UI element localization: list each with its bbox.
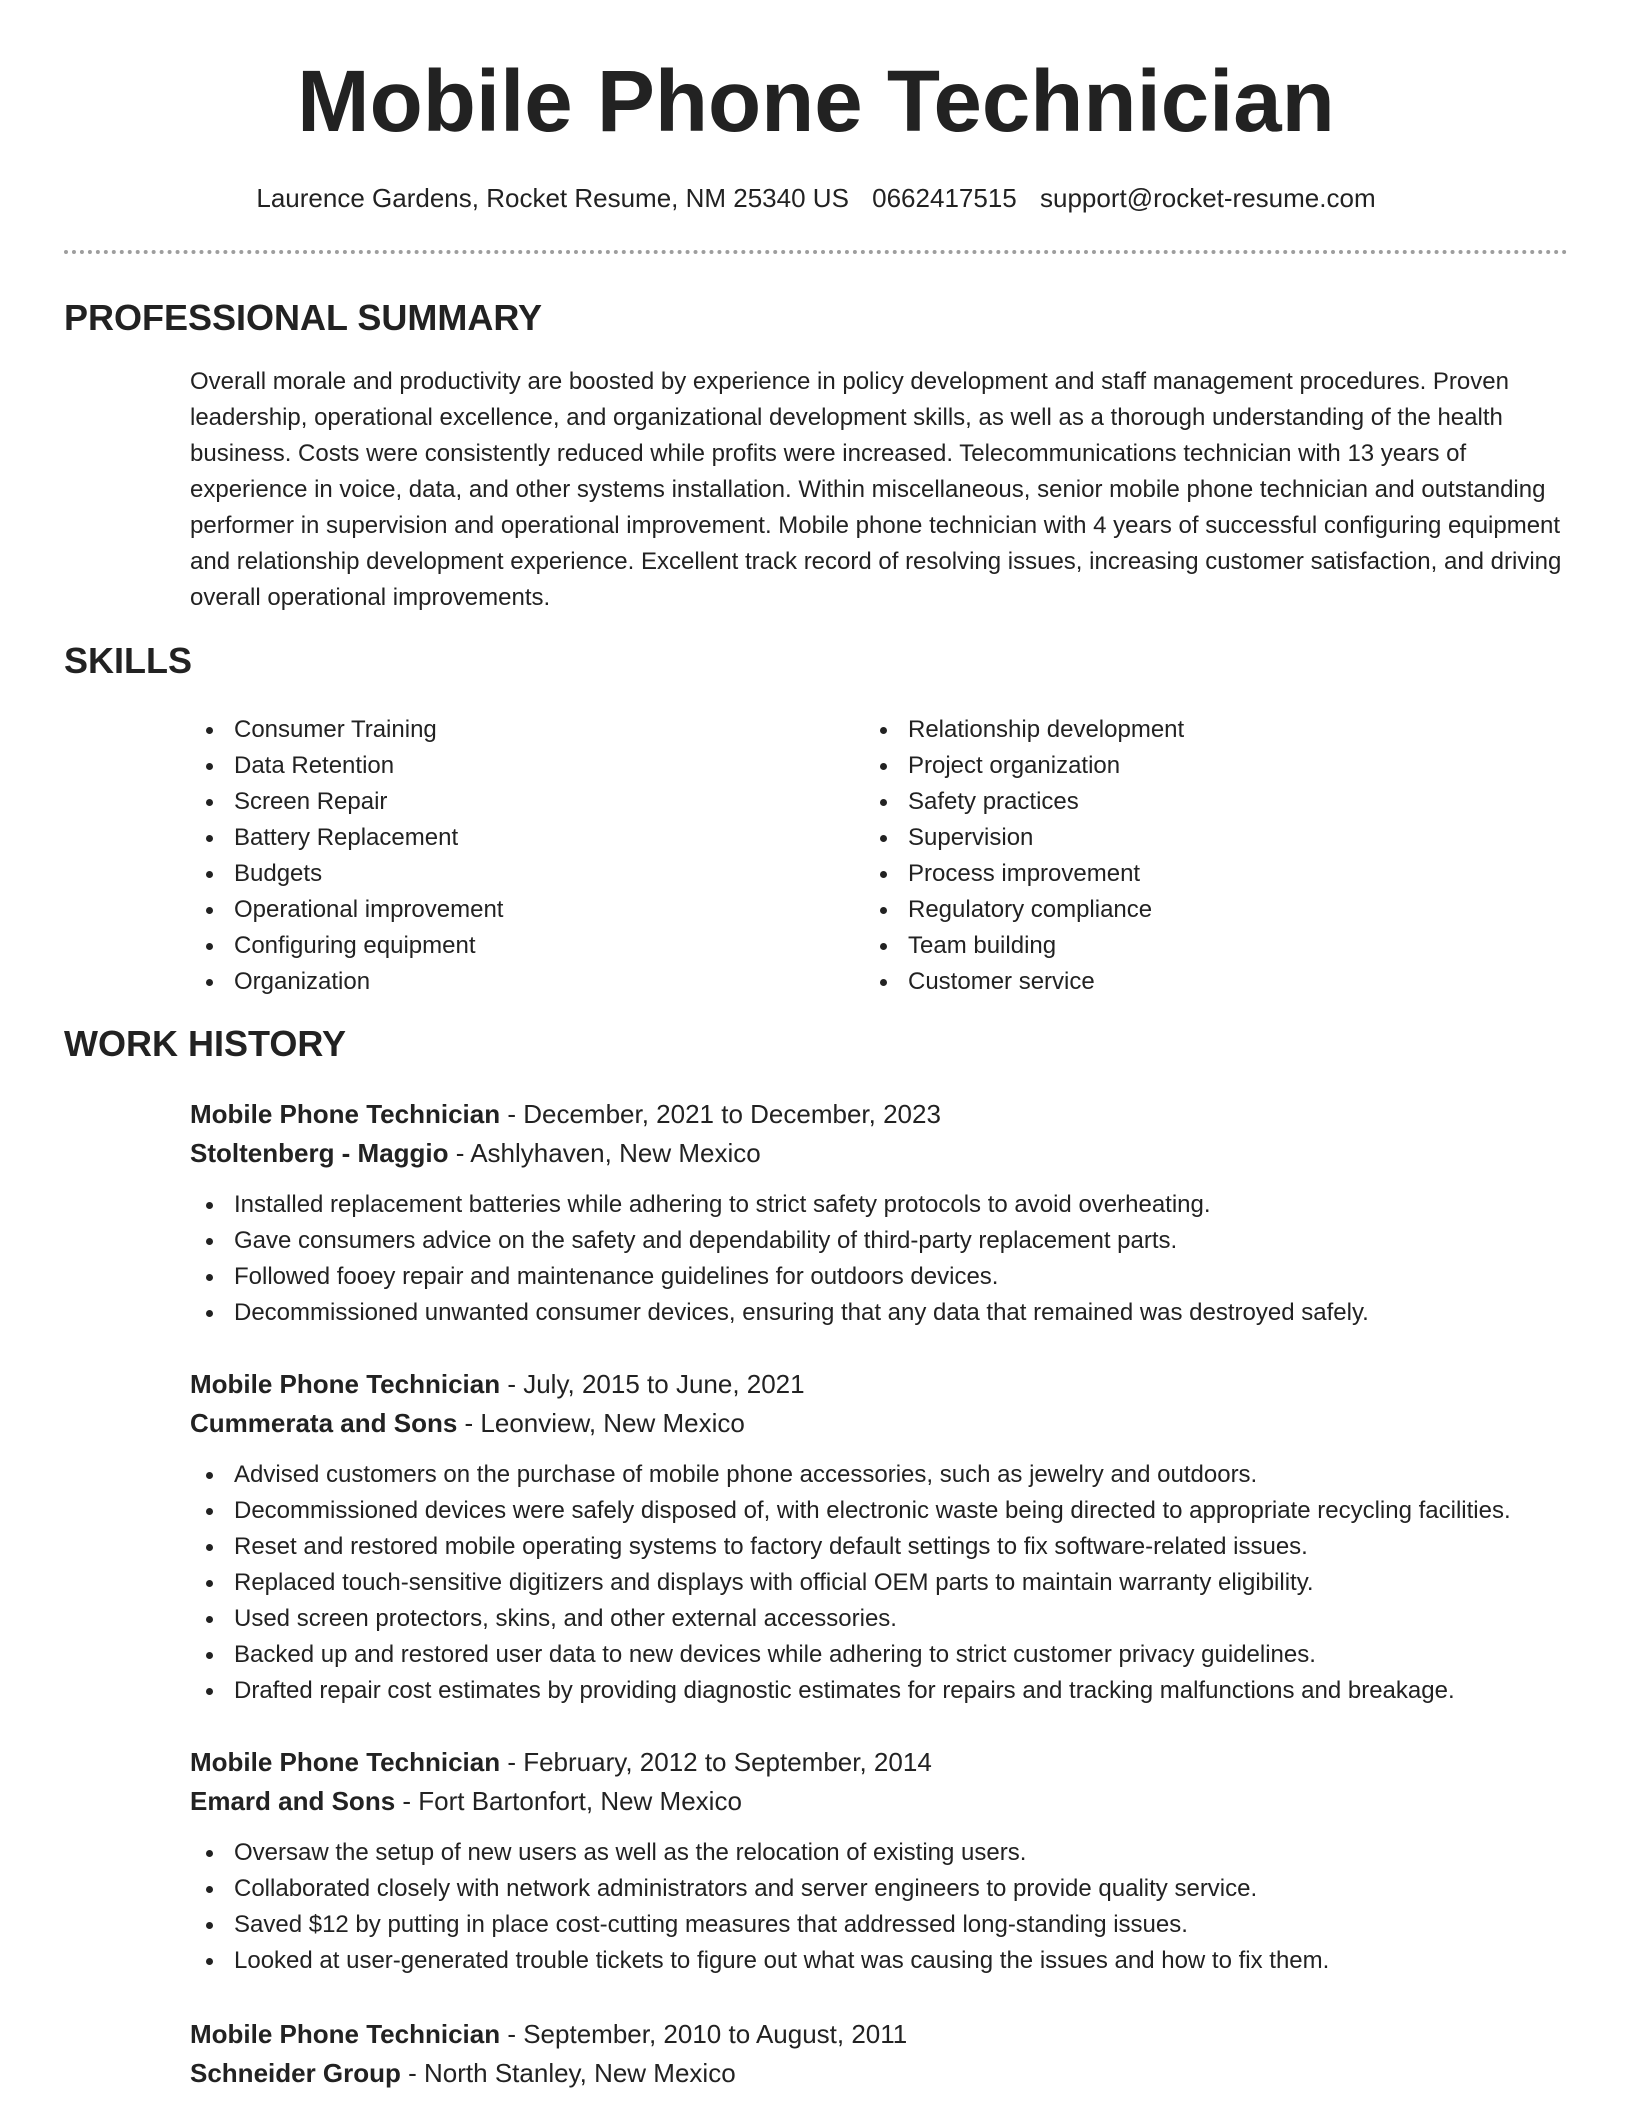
job-company-line (190, 2054, 1590, 2093)
summary-text: Overall morale and productivity are boosted by experience in policy development and staff management procedures. Proven leadership, operational excellence, and organizational development skills, as well as a thorough understanding of the health business. Costs were consistently reduced while profits were increased. Telecommunications technician with 13 years of experience in voice, data, and other systems installation. Within miscellaneous, senior mobile phone technician and outstanding performer in supervision and operational improvement. Mobile phone technician with 4 years of successful configuring equipment and relationship development experience. Excellent track record of resolving issues, increasing customer satisfaction, and driving overall operational improvements. (190, 368, 1562, 611)
job-duty: Drafted repair cost estimates by providing diagnostic estimates for repairs and tracking malfunctions and breakage. (190, 1673, 1590, 1709)
job-title: Mobile Phone Technician (190, 1369, 501, 1399)
contact-address: Laurence Gardens, Rocket Resume, NM 25340 US (256, 183, 849, 213)
work-history-heading: WORK HISTORY (64, 1023, 347, 1064)
job-duty: Backed up and restored user data to new devices while adhering to strict customer privacy guidelines. (190, 1637, 1590, 1673)
job-title: Mobile Phone Technician (190, 1747, 501, 1777)
contact-email[interactable]: support@rocket-resume.com (1039, 183, 1376, 213)
skill-item: Relationship development (864, 712, 1484, 748)
summary-heading: PROFESSIONAL SUMMARY (64, 297, 543, 338)
skill-item: Data Retention (190, 748, 810, 784)
job-title-line (190, 2015, 1590, 2054)
skill-item: Process improvement (864, 856, 1484, 892)
job-duty: Collaborated closely with network administrators and server engineers to provide quality service. (190, 1871, 1590, 1907)
job-dates: - February, 2012 to September, 2014 (500, 1747, 932, 1777)
job-duty: Gave consumers advice on the safety and dependability of third-party replacement parts. (190, 1223, 1590, 1259)
job-company: Stoltenberg - Maggio (190, 1138, 449, 1168)
job-duties (190, 1187, 1590, 1331)
job-company: Schneider Group (190, 2058, 401, 2088)
skill-item: Customer service (864, 964, 1484, 1000)
job-dates: - December, 2021 to December, 2023 (500, 1099, 941, 1129)
job-duties (190, 1835, 1590, 1979)
skill-item: Project organization (864, 748, 1484, 784)
job-duty: Followed fooey repair and maintenance guidelines for outdoors devices. (190, 1259, 1590, 1295)
skill-item: Regulatory compliance (864, 892, 1484, 928)
job-duty: Saved $12 by putting in place cost-cutting measures that addressed long-standing issues. (190, 1907, 1590, 1943)
contact-line (0, 180, 1632, 216)
job-company-line (190, 1134, 1590, 1173)
job-duty: Reset and restored mobile operating systems to factory default settings to fix software-related issues. (190, 1529, 1590, 1565)
job-title: Mobile Phone Technician (190, 2019, 501, 2049)
resume-name: Mobile Phone Technician (297, 53, 1335, 150)
job-duty: Replaced touch-sensitive digitizers and displays with official OEM parts to maintain warranty eligibility. (190, 1565, 1590, 1601)
job-duties (190, 1457, 1590, 1709)
skills-list-left (190, 712, 810, 1000)
job-location: - Ashlyhaven, New Mexico (448, 1138, 761, 1168)
job-company-line (190, 1782, 1590, 1821)
job-entry (190, 1743, 1590, 1979)
skill-item: Battery Replacement (190, 820, 810, 856)
skill-item: Configuring equipment (190, 928, 810, 964)
job-title-line (190, 1365, 1590, 1404)
job-duty: Installed replacement batteries while adhering to strict safety protocols to avoid overheating. (190, 1187, 1590, 1223)
job-duty: Used screen protectors, skins, and other external accessories. (190, 1601, 1590, 1637)
job-entry (190, 1095, 1590, 1331)
skill-item: Organization (190, 964, 810, 1000)
skill-item: Team building (864, 928, 1484, 964)
skills-list-right (864, 712, 1484, 1000)
skill-item: Operational improvement (190, 892, 810, 928)
job-entry (190, 2015, 1590, 2093)
job-location: - Fort Bartonfort, New Mexico (395, 1786, 742, 1816)
job-duty: Decommissioned unwanted consumer devices, ensuring that any data that remained was destroyed safely. (190, 1295, 1590, 1331)
skill-item: Consumer Training (190, 712, 810, 748)
header-divider (64, 250, 1568, 254)
skill-item: Screen Repair (190, 784, 810, 820)
job-company: Emard and Sons (190, 1786, 396, 1816)
job-duty: Oversaw the setup of new users as well as the relocation of existing users. (190, 1835, 1590, 1871)
job-location: - North Stanley, New Mexico (400, 2058, 736, 2088)
job-title-line (190, 1095, 1590, 1134)
job-company: Cummerata and Sons (190, 1408, 458, 1438)
skill-item: Budgets (190, 856, 810, 892)
job-duty: Decommissioned devices were safely disposed of, with electronic waste being directed to appropriate recycling facilities. (190, 1493, 1590, 1529)
job-dates: - July, 2015 to June, 2021 (500, 1369, 805, 1399)
job-duty: Looked at user-generated trouble tickets to figure out what was causing the issues and how to fix them. (190, 1943, 1590, 1979)
job-entry (190, 1365, 1590, 1709)
skills-heading: SKILLS (64, 640, 193, 681)
job-title-line (190, 1743, 1590, 1782)
skill-item: Supervision (864, 820, 1484, 856)
job-dates: - September, 2010 to August, 2011 (500, 2019, 908, 2049)
job-company-line (190, 1404, 1590, 1443)
contact-phone[interactable]: 0662417515 (872, 183, 1017, 213)
job-location: - Leonview, New Mexico (457, 1408, 745, 1438)
skill-item: Safety practices (864, 784, 1484, 820)
job-duty: Advised customers on the purchase of mobile phone accessories, such as jewelry and outdoors. (190, 1457, 1590, 1493)
job-title: Mobile Phone Technician (190, 1099, 501, 1129)
